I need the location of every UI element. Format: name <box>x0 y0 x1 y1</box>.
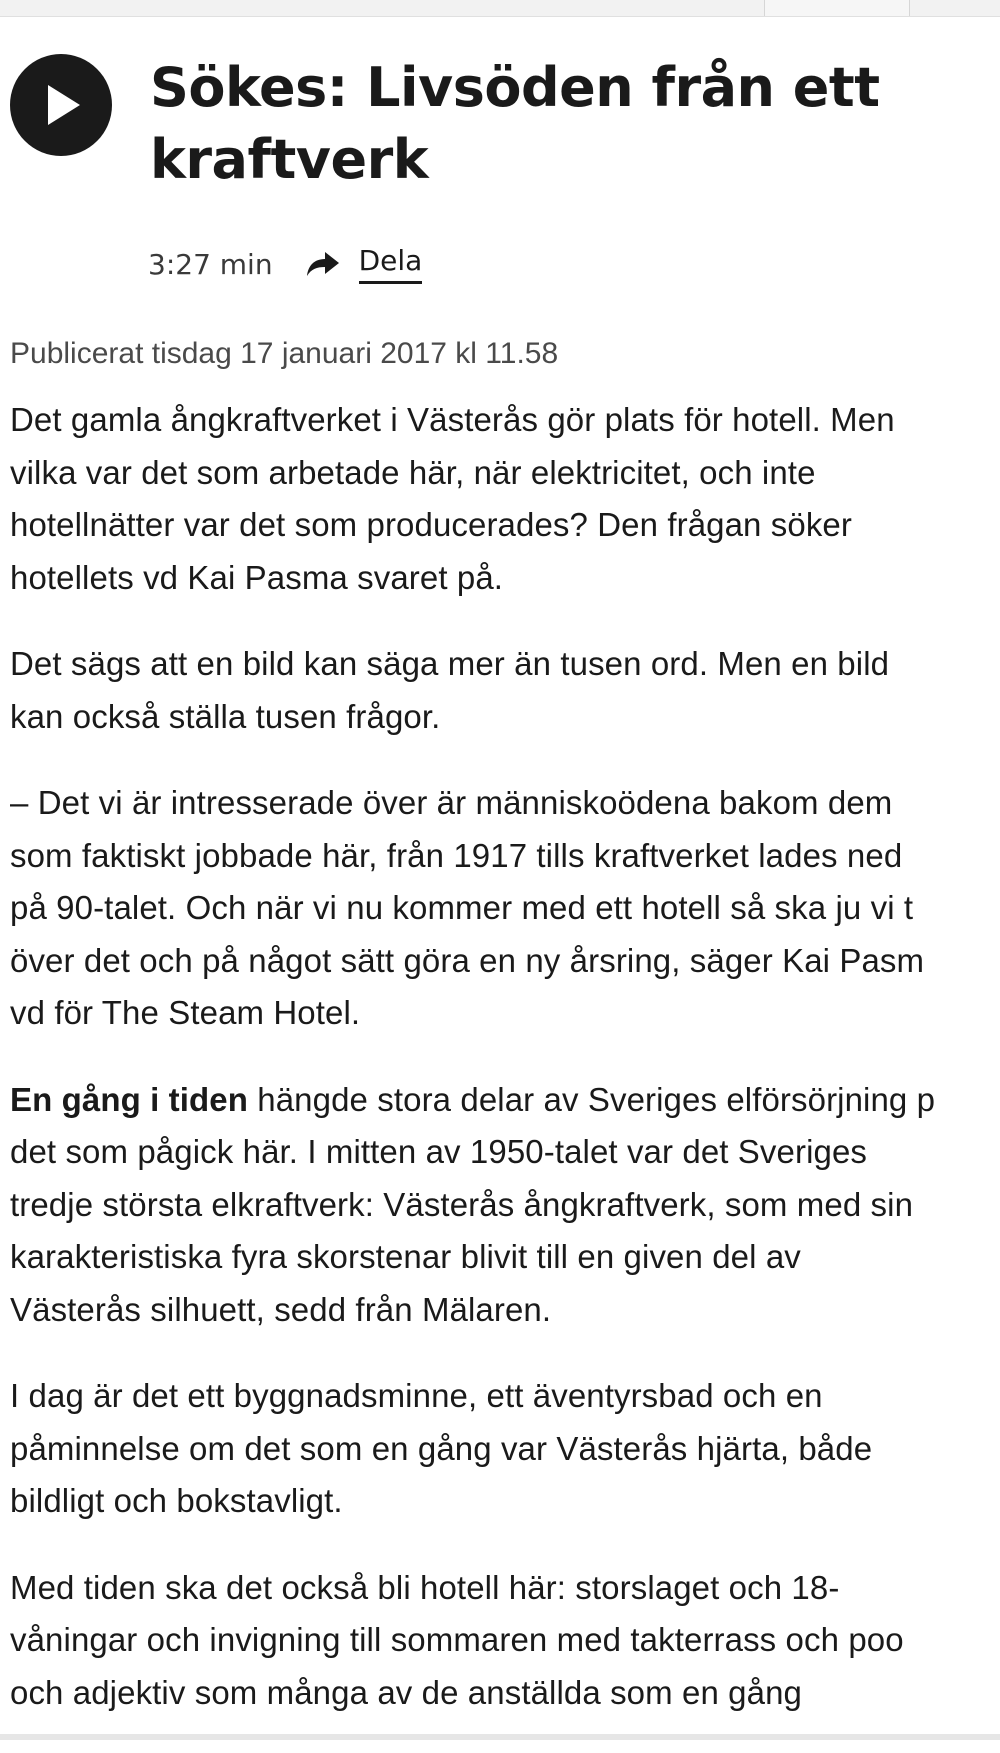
text-line: bildligt och bokstavligt. <box>10 1482 343 1519</box>
article-paragraph-1 <box>10 394 1000 604</box>
text-line: Det gamla ångkraftverket i Västerås gör plats för hotell. Men <box>10 401 895 438</box>
browser-top-bar <box>0 0 1000 17</box>
share-arrow-icon <box>305 250 341 278</box>
play-button[interactable] <box>10 54 112 156</box>
text-line: vilka var det som arbetade här, när elektricitet, och inte <box>10 453 816 491</box>
audio-meta-row <box>148 240 422 288</box>
text-line: hotellnätter var det som producerades? Den frågan söker <box>10 506 852 543</box>
text-line: Det sägs att en bild kan säga mer än tusen ord. Men en bild <box>10 645 890 682</box>
text-line: karakteristiska fyra skorstenar blivit till en given del av <box>10 1238 801 1275</box>
title-line-1: Sökes: Livsöden från ett <box>150 56 880 119</box>
browser-tab[interactable] <box>764 0 910 16</box>
text-line: tredje största elkraftverk: Västerås ångkraftverk, som med sin <box>10 1185 914 1223</box>
lead-rest-text: hängde stora delar av Sveriges elförsörjning p <box>248 1080 936 1118</box>
text-line: som faktiskt jobbade här, från 1917 tills kraftverket lades ned <box>10 836 903 874</box>
audio-duration: 3:27 min <box>148 247 273 281</box>
article-paragraph-4 <box>10 1074 1000 1337</box>
article-paragraph-2 <box>10 638 1000 743</box>
text-line: våningar och invigning till sommaren med takterrass och poo <box>10 1621 904 1658</box>
bottom-edge <box>0 1734 1000 1740</box>
text-line: I dag är det ett byggnadsminne, ett äventyrsbad och en <box>10 1377 823 1414</box>
article-paragraph-3 <box>10 777 1000 1040</box>
text-line: Västerås silhuett, sedd från Mälaren. <box>10 1290 552 1328</box>
text-line <box>10 1074 1000 1127</box>
text-line: påminnelse om det som en gång var Västerås hjärta, både <box>10 1429 873 1467</box>
article-paragraph-6 <box>10 1562 1000 1720</box>
play-icon <box>48 85 80 125</box>
page-title <box>150 52 970 196</box>
article-body <box>10 328 1000 1753</box>
text-line: – Det vi är intresserade över är människoödena bakom dem <box>10 784 893 821</box>
published-date: Publicerat tisdag 17 januari 2017 kl 11.58 <box>10 337 559 370</box>
lead-bold-text: En gång i tiden <box>10 1080 248 1118</box>
text-line: hotellets vd Kai Pasma svaret på. <box>10 558 504 596</box>
title-line-2: kraftverk <box>150 128 429 191</box>
text-line: vd för The Steam Hotel. <box>10 994 361 1031</box>
text-line: över det och på något sätt göra en ny årsring, säger Kai Pasm <box>10 941 925 979</box>
text-line: Med tiden ska det också bli hotell här: storslaget och 18- <box>10 1568 840 1606</box>
text-line: det som pågick här. I mitten av 1950-talet var det Sveriges <box>10 1133 868 1170</box>
share-label: Dela <box>359 244 423 284</box>
article-paragraph-5 <box>10 1370 1000 1528</box>
text-line: på 90-talet. Och när vi nu kommer med ett hotell så ska ju vi t <box>10 889 914 926</box>
share-button[interactable] <box>305 244 423 284</box>
text-line: och adjektiv som många av de anställda som en gång <box>10 1673 802 1711</box>
text-line: kan också ställa tusen frågor. <box>10 697 441 735</box>
